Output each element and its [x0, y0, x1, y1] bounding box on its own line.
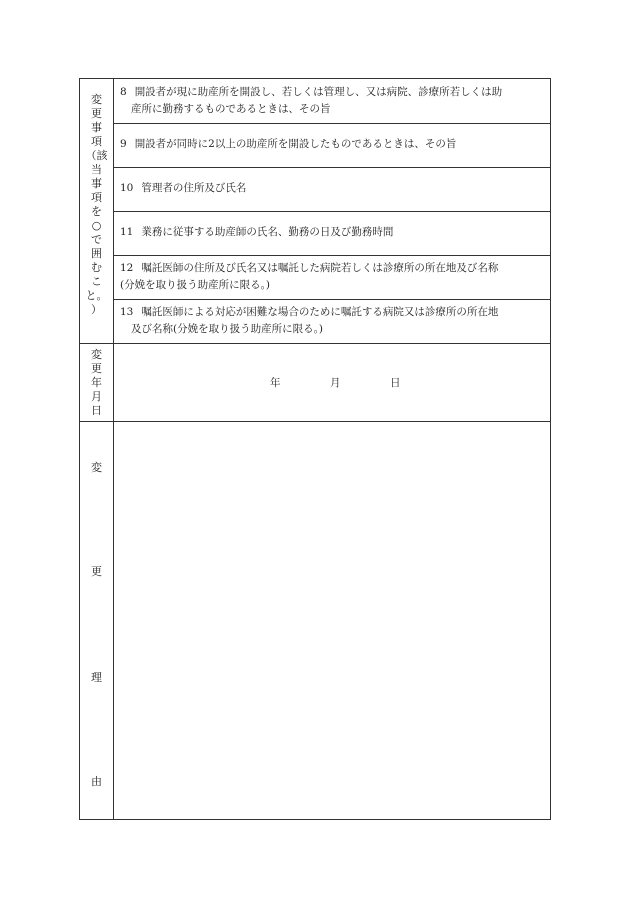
month-label: 月 — [330, 377, 341, 389]
day-label: 日 — [390, 377, 401, 389]
label-char: 項 — [91, 191, 102, 204]
label-char: 囲 — [91, 247, 102, 260]
label-char: 日 — [91, 404, 102, 417]
label-char: 項 — [91, 135, 102, 148]
item-text-continued: 及び名称(分娩を取り扱う助産所に限る。) — [131, 323, 323, 335]
label-char: 変 — [91, 93, 102, 106]
change-item-row-12[interactable] — [120, 260, 542, 294]
item-number: 10 — [120, 182, 134, 194]
item-number: 12 — [120, 262, 134, 274]
change-item-row-8[interactable] — [120, 84, 542, 118]
item-text: 開設者が現に助産所を開設し、若しくは管理し、又は病院、診療所若しくは助 — [134, 86, 503, 98]
label-char: を — [91, 205, 102, 218]
label-char: 更 — [91, 362, 102, 375]
change-item-row-9[interactable] — [120, 136, 542, 153]
change-item-row-13[interactable] — [120, 304, 542, 338]
label-char: こ — [91, 275, 102, 288]
label-char: で — [91, 233, 102, 246]
change-date-label — [80, 348, 113, 418]
item-text-continued: (分娩を取り扱う助産所に限る。) — [120, 279, 270, 291]
label-char: 事 — [91, 177, 102, 190]
item-text: 嘱託医師による対応が困難な場合のために嘱託する病院又は診療所の所在地 — [141, 306, 499, 318]
label-char: ○ — [91, 219, 102, 232]
label-char: と。 — [85, 289, 108, 302]
label-char: 変 — [91, 461, 102, 474]
row-divider — [114, 167, 550, 168]
label-char: ） — [91, 303, 102, 316]
label-char: 事 — [91, 121, 102, 134]
row-divider — [114, 299, 550, 300]
change-item-row-11[interactable] — [120, 224, 542, 241]
change-notification-form — [79, 78, 551, 820]
label-char: 更 — [91, 565, 102, 578]
label-char: 理 — [91, 671, 102, 684]
year-label: 年 — [270, 377, 281, 389]
label-char: 由 — [91, 775, 102, 788]
row-divider — [114, 211, 550, 212]
item-number: 9 — [120, 138, 127, 150]
change-items-label-cell — [80, 79, 114, 343]
item-number: 8 — [120, 86, 127, 98]
change-items-label — [80, 93, 113, 317]
change-reason-field[interactable] — [114, 422, 550, 819]
label-char: 当 — [91, 163, 102, 176]
label-char: む — [91, 261, 102, 274]
item-text: 嘱託医師の住所及び氏名又は嘱託した病院若しくは診療所の所在地及び名称 — [141, 262, 499, 274]
row-divider — [114, 123, 550, 124]
item-number: 11 — [120, 226, 134, 238]
change-reason-label-cell — [80, 421, 114, 819]
section-divider — [80, 343, 550, 344]
item-text: 管理者の住所及び氏名 — [141, 182, 247, 194]
change-item-row-10[interactable] — [120, 180, 542, 197]
item-text: 業務に従事する助産師の氏名、勤務の日及び勤務時間 — [141, 226, 394, 238]
label-char: 変 — [91, 348, 102, 361]
item-text: 開設者が同時に2以上の助産所を開設したものであるときは、その旨 — [134, 138, 457, 150]
label-char: 年 — [91, 376, 102, 389]
label-char: 更 — [91, 107, 102, 120]
label-char: 月 — [91, 390, 102, 403]
item-text-continued: 産所に勤務するものであるときは、その旨 — [131, 103, 331, 115]
label-char: （該 — [85, 149, 108, 162]
row-divider — [114, 255, 550, 256]
change-date-label-cell — [80, 343, 114, 421]
item-number: 13 — [120, 306, 134, 318]
